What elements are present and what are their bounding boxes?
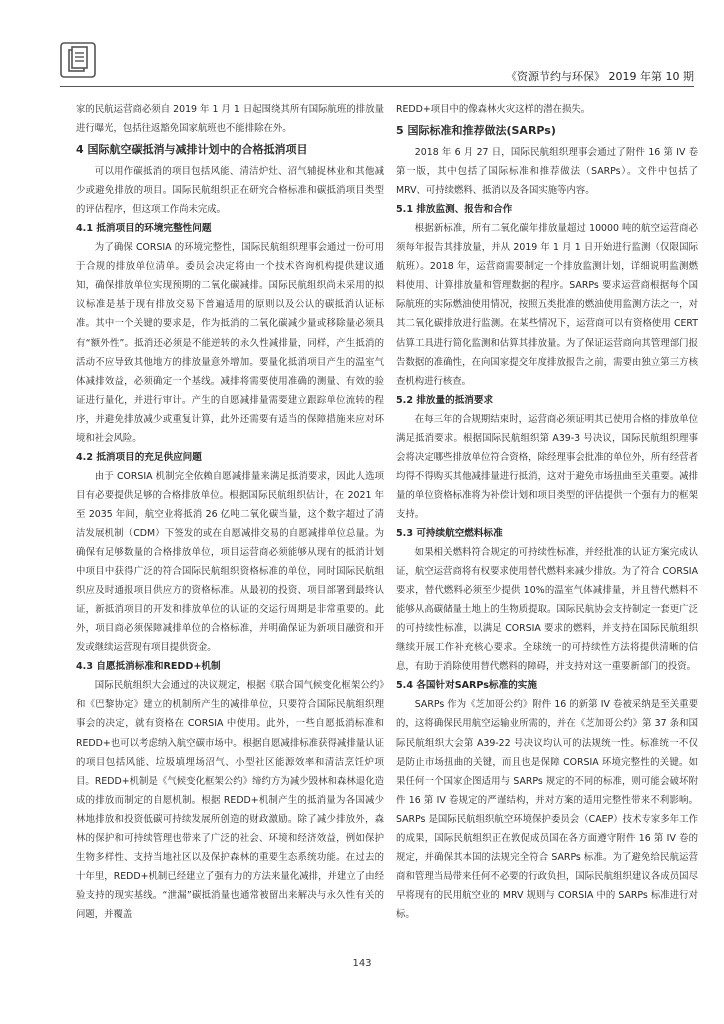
subsection-heading-4-3: 4.3 自愿抵消标准和REDD+机制 [76, 661, 221, 673]
subsection-heading-4-2: 4.2 抵消项目的充足供应问题 [76, 451, 202, 463]
journal-book-icon [60, 42, 96, 78]
paragraph-4-3: 国际民航组织大会通过的决议规定，根据《联合国气候变化框架公约》和《巴黎协定》建立的机制所产生的减排单位，只要符合国际民航组织理事会的决定，就有资格在 CORSIA 中使用。此外，一些自愿抵消标准和 REDD+也可以考虑纳入航空碳市场中。根据自愿减排标准获得减排量认证的项目包括风能、垃圾填埋场沼气、小型社区能源效率和清洁烹饪炉项目。REDD+机制是《气候变化框架公约》缔约方为减少毁林和森林退化造成的排放而制定的自愿机制。根据 REDD+机制产生的抵消量为各国减少林地排放和投资低碳可持续发展所创造的财政激励。除了减少排放外，森林的保护和可持续管理也带来了广泛的社会、环境和经济效益，例如保护生物多样性、支持当地社区以及保护森林的重要生态系统功能。在过去的十年里，REDD+机制已经建立了强有力的方法来量化减排，并建立了由经验支持的现实基线。“泄漏”碳抵消量也通常被留出来解决与永久性有关的问题，并覆盖 [76, 680, 384, 920]
paragraph-continued: 家的民航运营商必须自 2019 年 1 月 1 日起围绕其所有国际航班的排放量进行曝光，包括往返豁免国家航班也不能排除在外。 [76, 104, 384, 135]
paragraph-5-2: 在每三年的合规期结束时，运营商必须证明其已使用合格的排放单位满足抵消要求。根据国际民航组织第 A39-3 号决议，国际民航组织理事会将决定哪些排放单位符合资格，除经理事会批准的单位外，所有经营者均得不得购买其他减排量进行抵消，这对于避免市场扭曲至关重要。减排量的单位资格标准将为补偿计划和项目类型的评估提供一个强有力的框架支持。 [396, 413, 698, 520]
paragraph-4-1: 为了确保 CORSIA 的环境完整性，国际民航组织理事会通过一份可用于合规的排放单位清单。委员会决定将由一个技术咨询机构提供建议通知，确保排放单位实现预期的二氧化碳减排。国际民航组织尚未采用的拟议标准是基于现有排放交易下普遍适用的原则以及公认的碳抵消认证标准。其中一个关键的要求是，作为抵消的二氧化碳减少量或移除量必须具有“额外性”。抵消还必须是不能逆转的永久性减排量，同样，产生抵消的活动不应导致其他地方的排放量意外增加。要量化抵消项目产生的温室气体减排效益，必须确定一个基线。减排将需要使用准确的测量、有效的验证进行量化，并进行审计。产生的自愿减排量需要建立跟踪单位流转的程序，并避免排放减少或重复计算，此外还需要有适当的保障措施来应对环境和社会风险。 [76, 242, 384, 444]
right-column [396, 100, 698, 924]
paragraph-5-intro: 2018 年 6 月 27 日，国际民航组织理事会通过了附件 16 第 IV 卷第一版，其中包括了国际标准和推荐做法（SARPs）。文件中包括了 MRV、可持续燃料、抵消以及各国实施等内容。 [396, 147, 698, 197]
page-number: 143 [352, 958, 372, 969]
paragraph-continued-right: REDD+项目中的像森林火灾这样的潜在损失。 [396, 104, 591, 115]
paragraph-5-1: 根据新标准，所有二氧化碳年排放量超过 10000 吨的航空运营商必须每年报告其排放量，并从 2019 年 1 月 1 日开始进行监测（仅限国际航班）。2018 年，运营商需要制定一个排放监测计划，详细说明监测燃料使用、计算排放量和管理数据的程序。SARPs 要求运营商根据每个国际航班的实际燃油使用情况，按照五类批准的燃油使用监测方法之一，对其二氧化碳排放进行监测。在某些情况下，运营商可以有资格使用 CERT 估算工具进行简化监测和估算其排放量。为了保证运营商向其管理部门报告数据的准确性，在向国家提交年度排放报告之前，需要由独立第三方核查机构进行核查。 [396, 223, 698, 387]
paragraph-4-2: 由于 CORSIA 机制完全依赖自愿减排量来满足抵消要求，因此人选项目有必要提供足够的合格排放单位。根据国际民航组织估计，在 2021 年至 2035 年间，航空业将抵消 26 亿吨二氧化碳当量，这个数字超过了清洁发展机制（CDM）下签发的或在自愿减排交易的自愿减排单位总量。为确保有足够数量的合格排放单位，项目运营商必须能够从现有的抵消计划中项目中获得广泛的符合国际民航组织资格标准的单位，同时国际民航组织应及时通报项目供应方的资格标准。从最初的投资、项目部署到最终认证，新抵消项目的开发和排放单位的认证的交运行周期是非常重要的。此外，项目商必须保障减排单位的合格标准，并明确保证为新项目融资和开发或继续运营现有项目提供资金。 [76, 470, 384, 654]
journal-issue-header: 《资源节约与环保》 2019 年第 10 期 [506, 70, 694, 83]
header-rule [60, 86, 694, 87]
section-heading-4: 4 国际航空碳抵消与减排计划中的合格抵消项目 [76, 143, 308, 157]
subsection-heading-5-3: 5.3 可持续航空燃料标准 [396, 527, 503, 539]
section-heading-5: 5 国际标准和推荐做法(SARPs) [396, 124, 556, 138]
subsection-heading-5-4: 5.4 各国针对SARPs标准的实施 [396, 680, 537, 692]
paragraph-5-3: 如果相关燃料符合规定的可持续性标准，并经批准的认证方案完成认证，航空运营商将有权要求使用替代燃料来减少排放。为了符合 CORSIA 要求，替代燃料必须至少提供 10%的温室气体减排量，并且替代燃料不能够从高碳储量土地上的生物质提取。国际民航协会支持制定一套更广泛的可持续性标准，以满足 CORSIA 要求的燃料，并支持在国际民航组织继续开展工作补充核心要求。全球统一的可持续性方法将提供清晰的信息，有助于消除使用替代燃料的障碍，并支持对这一重要新部门的投资。 [396, 547, 698, 673]
paragraph-4-intro: 可以用作碳抵消的项目包括风能、清洁炉灶、沼气辅捉林业和其他减少或避免排放的项目。国际民航组织正在研究合格标准和碳抵消项目类型的评估程序，但这项工作尚未完成。 [76, 166, 384, 216]
subsection-heading-5-2: 5.2 排放量的抵消要求 [396, 394, 494, 406]
subsection-heading-4-1: 4.1 抵消项目的环境完整性问题 [76, 223, 212, 235]
paragraph-5-4: SARPs 作为《芝加哥公约》附件 16 的新第 IV 卷被采纳是至关重要的，这将确保民用航空运输业所需的，并在《芝加哥公约》第 37 条和国际民航组织大会第 A39-22 号决议均认可的法规统一性。标准统一不仅是防止市场扭曲的关键，而且也是保障 CORSIA 环境完整性的关键。如果任何一个国家企图适用与 SARPs 规定的不同的标准，则可能会破坏附件 16 第 IV 卷规定的严谨结构，并对方案的适用完整性带来不利影响。SARPs 是国际民航组织航空环境保护委员会（CAEP）技术专家多年工作的成果，国际民航组织正在敦促成员国在各方面遵守附件 16 第 IV 卷的规定，并确保其本国的法规完全符合 SARPs 标准。为了避免给民航运营商和管理当局带来任何不必要的行政负担，国际民航组织建议各成员国尽早将现有的民用航空业的 MRV 规则与 CORSIA 中的 SARPs 标准进行对标。 [396, 699, 698, 920]
left-column [76, 100, 384, 924]
subsection-heading-5-1: 5.1 排放监测、报告和合作 [396, 204, 513, 216]
